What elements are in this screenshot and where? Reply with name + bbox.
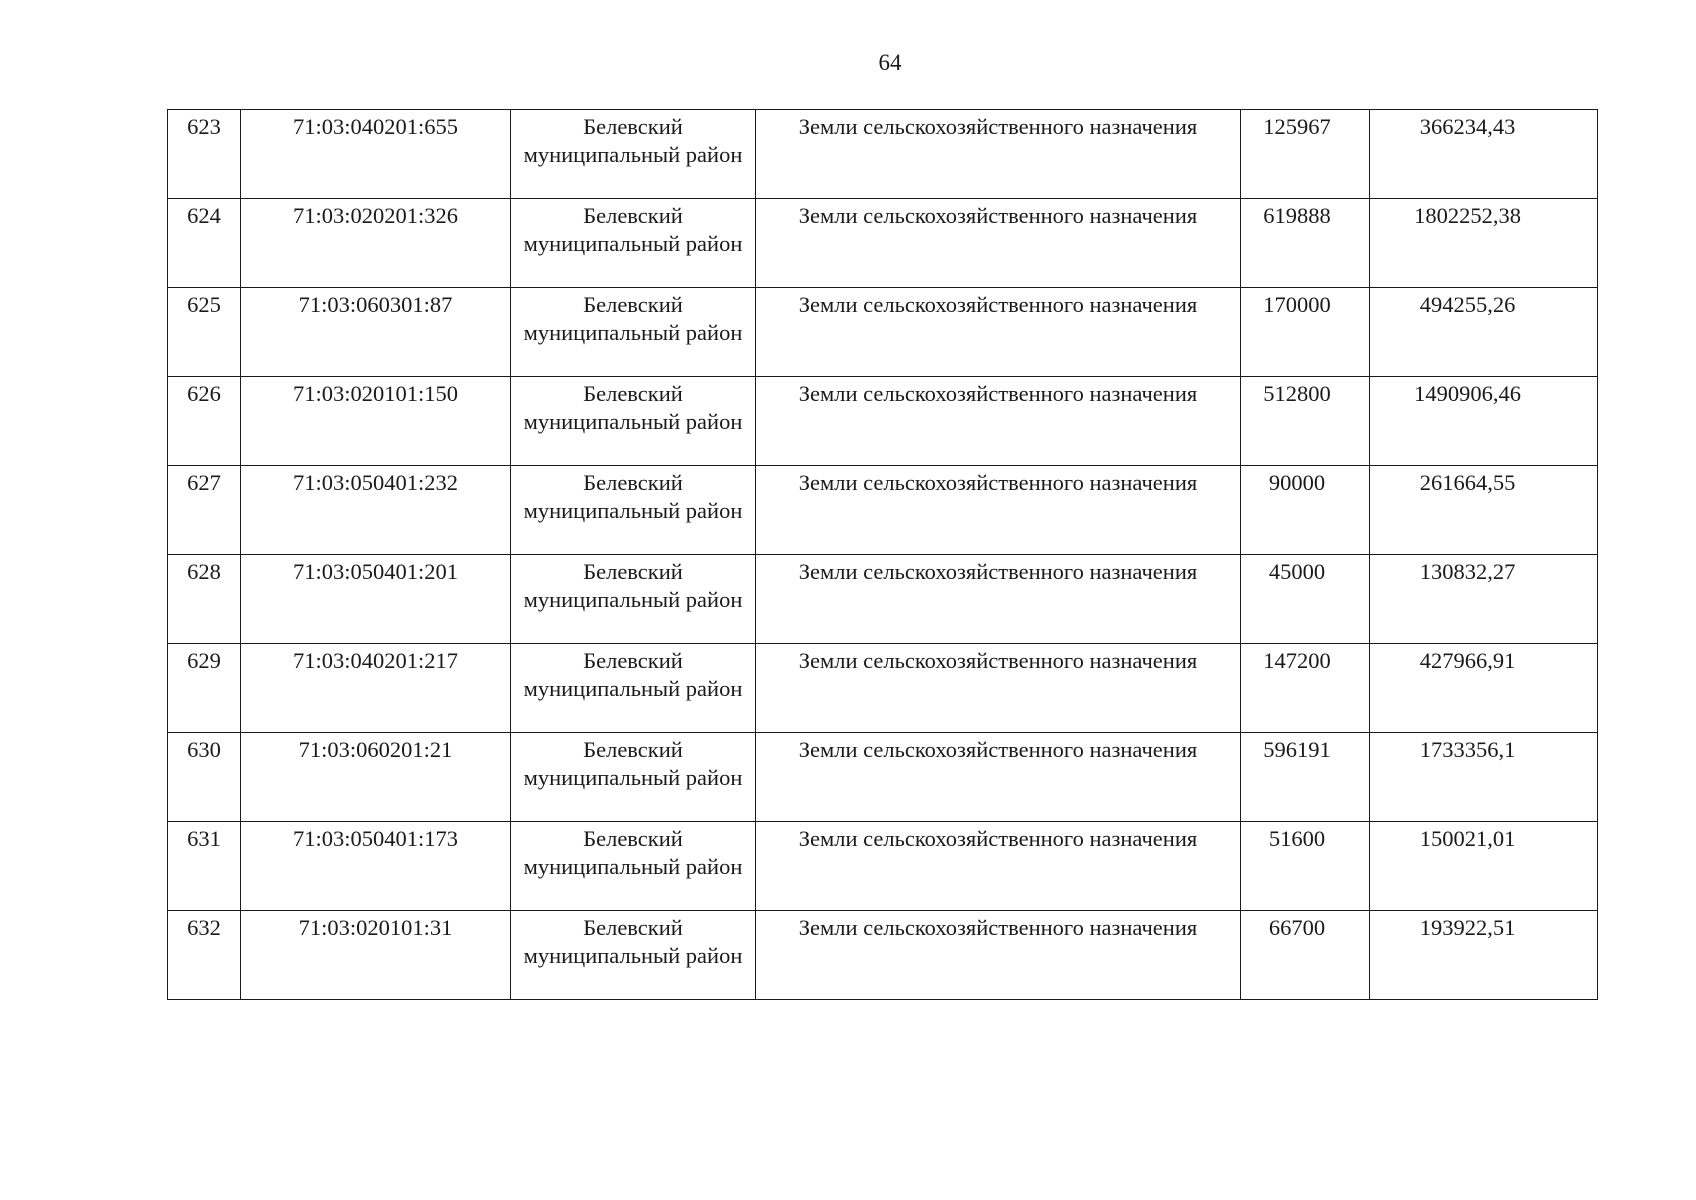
district-cell: Белевский муниципальный район	[511, 377, 756, 466]
land-category-cell: Земли сельскохозяйственного назначения	[756, 555, 1241, 644]
cadastral-value-cell: 261664,55	[1370, 466, 1598, 555]
table-row	[168, 110, 1598, 199]
row-number-cell: 628	[168, 555, 241, 644]
district-cell: Белевский муниципальный район	[511, 288, 756, 377]
cadastral-value-cell: 366234,43	[1370, 110, 1598, 199]
area-cell: 90000	[1241, 466, 1370, 555]
land-category-cell: Земли сельскохозяйственного назначения	[756, 199, 1241, 288]
area-cell: 51600	[1241, 822, 1370, 911]
table-row	[168, 911, 1598, 1000]
row-number-cell: 625	[168, 288, 241, 377]
row-number-cell: 631	[168, 822, 241, 911]
area-cell: 147200	[1241, 644, 1370, 733]
cadastral-value-cell: 1802252,38	[1370, 199, 1598, 288]
area-cell: 66700	[1241, 911, 1370, 1000]
row-number-cell: 629	[168, 644, 241, 733]
land-category-cell: Земли сельскохозяйственного назначения	[756, 911, 1241, 1000]
district-cell: Белевский муниципальный район	[511, 199, 756, 288]
cadastral-number-cell: 71:03:050401:173	[241, 822, 511, 911]
table-row	[168, 377, 1598, 466]
land-category-cell: Земли сельскохозяйственного назначения	[756, 466, 1241, 555]
land-plots-table	[167, 109, 1598, 1000]
district-cell: Белевский муниципальный район	[511, 466, 756, 555]
area-cell: 512800	[1241, 377, 1370, 466]
land-category-cell: Земли сельскохозяйственного назначения	[756, 110, 1241, 199]
cadastral-value-cell: 494255,26	[1370, 288, 1598, 377]
cadastral-value-cell: 1733356,1	[1370, 733, 1598, 822]
area-cell: 125967	[1241, 110, 1370, 199]
row-number-cell: 627	[168, 466, 241, 555]
cadastral-number-cell: 71:03:020201:326	[241, 199, 511, 288]
table-row	[168, 466, 1598, 555]
cadastral-number-cell: 71:03:060301:87	[241, 288, 511, 377]
land-category-cell: Земли сельскохозяйственного назначения	[756, 733, 1241, 822]
table-row	[168, 644, 1598, 733]
district-cell: Белевский муниципальный район	[511, 911, 756, 1000]
row-number-cell: 624	[168, 199, 241, 288]
district-cell: Белевский муниципальный район	[511, 822, 756, 911]
table-row	[168, 555, 1598, 644]
table-row	[168, 199, 1598, 288]
table-row	[168, 288, 1598, 377]
table-row	[168, 822, 1598, 911]
land-category-cell: Земли сельскохозяйственного назначения	[756, 288, 1241, 377]
cadastral-value-cell: 150021,01	[1370, 822, 1598, 911]
cadastral-number-cell: 71:03:020101:31	[241, 911, 511, 1000]
cadastral-value-cell: 1490906,46	[1370, 377, 1598, 466]
land-category-cell: Земли сельскохозяйственного назначения	[756, 377, 1241, 466]
table-row	[168, 733, 1598, 822]
district-cell: Белевский муниципальный район	[511, 644, 756, 733]
area-cell: 596191	[1241, 733, 1370, 822]
district-cell: Белевский муниципальный район	[511, 733, 756, 822]
row-number-cell: 623	[168, 110, 241, 199]
district-cell: Белевский муниципальный район	[511, 555, 756, 644]
cadastral-value-cell: 193922,51	[1370, 911, 1598, 1000]
cadastral-value-cell: 427966,91	[1370, 644, 1598, 733]
cadastral-number-cell: 71:03:020101:150	[241, 377, 511, 466]
cadastral-number-cell: 71:03:050401:232	[241, 466, 511, 555]
land-category-cell: Земли сельскохозяйственного назначения	[756, 822, 1241, 911]
area-cell: 45000	[1241, 555, 1370, 644]
cadastral-value-cell: 130832,27	[1370, 555, 1598, 644]
land-category-cell: Земли сельскохозяйственного назначения	[756, 644, 1241, 733]
cadastral-number-cell: 71:03:050401:201	[241, 555, 511, 644]
area-cell: 619888	[1241, 199, 1370, 288]
cadastral-number-cell: 71:03:060201:21	[241, 733, 511, 822]
district-cell: Белевский муниципальный район	[511, 110, 756, 199]
page-number: 64	[878, 50, 902, 75]
cadastral-number-cell: 71:03:040201:217	[241, 644, 511, 733]
row-number-cell: 630	[168, 733, 241, 822]
row-number-cell: 632	[168, 911, 241, 1000]
area-cell: 170000	[1241, 288, 1370, 377]
cadastral-number-cell: 71:03:040201:655	[241, 110, 511, 199]
row-number-cell: 626	[168, 377, 241, 466]
